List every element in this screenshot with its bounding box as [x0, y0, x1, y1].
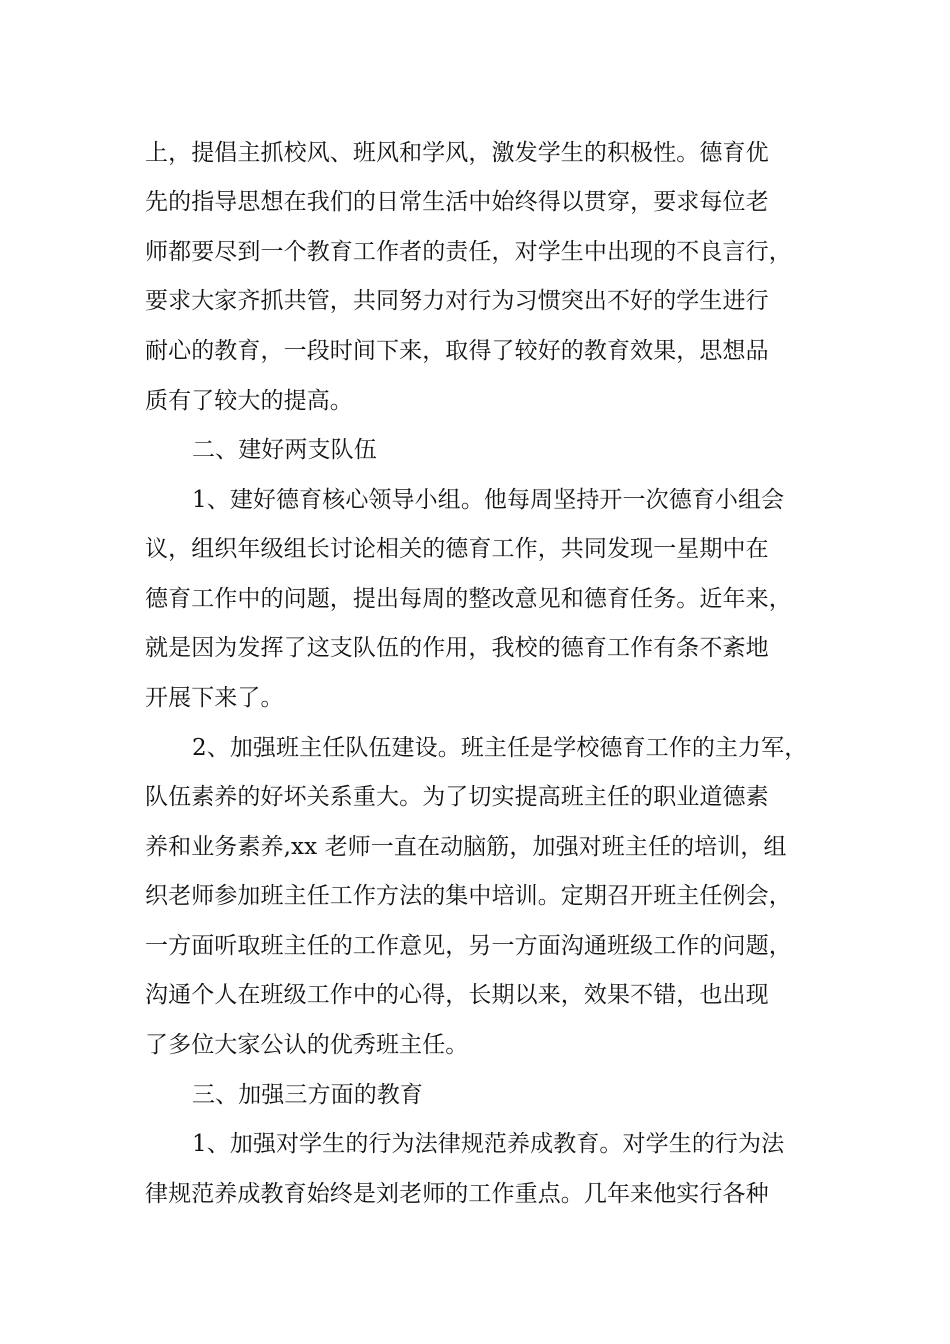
paragraph-line: 养和业务素养,xx 老师一直在动脑筋，加强对班主任的培训，组: [145, 834, 787, 860]
paragraph-line: 1、建好德育核心领导小组。他每周坚持开一次德育小组会: [192, 487, 785, 513]
paragraph-line: 上，提倡主抓校风、班风和学风，激发学生的积极性。德育优: [145, 140, 769, 166]
paragraph-line: 就是因为发挥了这支队伍的作用，我校的德育工作有条不紊地: [145, 635, 769, 661]
section-heading: 二、建好两支队伍: [192, 437, 377, 463]
paragraph-line: 织老师参加班主任工作方法的集中培训。定期召开班主任例会，: [145, 883, 792, 909]
paragraph-line: 沟通个人在班级工作中的心得，长期以来，效果不错，也出现: [145, 982, 769, 1008]
paragraph-line: 先的指导思想在我们的日常生活中始终得以贯穿，要求每位老: [145, 189, 769, 215]
paragraph-line: 2、加强班主任队伍建设。班主任是学校德育工作的主力军，: [192, 735, 808, 761]
paragraph-line: 耐心的教育，一段时间下来，取得了较好的教育效果，思想品: [145, 338, 769, 364]
paragraph-line: 1、加强对学生的行为法律规范养成教育。对学生的行为法: [192, 1131, 785, 1157]
paragraph-line: 质有了较大的提高。: [145, 388, 353, 414]
paragraph-line: 要求大家齐抓共管，共同努力对行为习惯突出不好的学生进行: [145, 288, 769, 314]
paragraph-line: 开展下来了。: [145, 685, 284, 711]
paragraph-line: 德育工作中的问题，提出每周的整改意见和德育任务。近年来，: [145, 586, 792, 612]
paragraph-line: 师都要尽到一个教育工作者的责任，对学生中出现的不良言行，: [145, 239, 792, 265]
paragraph-line: 议，组织年级组长讨论相关的德育工作，共同发现一星期中在: [145, 536, 769, 562]
paragraph-line: 队伍素养的好坏关系重大。为了切实提高班主任的职业道德素: [145, 784, 769, 810]
paragraph-line: 一方面听取班主任的工作意见，另一方面沟通班级工作的问题，: [145, 933, 792, 959]
paragraph-line: 律规范养成教育始终是刘老师的工作重点。几年来他实行各种: [145, 1181, 769, 1207]
section-heading: 三、加强三方面的教育: [192, 1082, 423, 1108]
paragraph-line: 了多位大家公认的优秀班主任。: [145, 1032, 469, 1058]
